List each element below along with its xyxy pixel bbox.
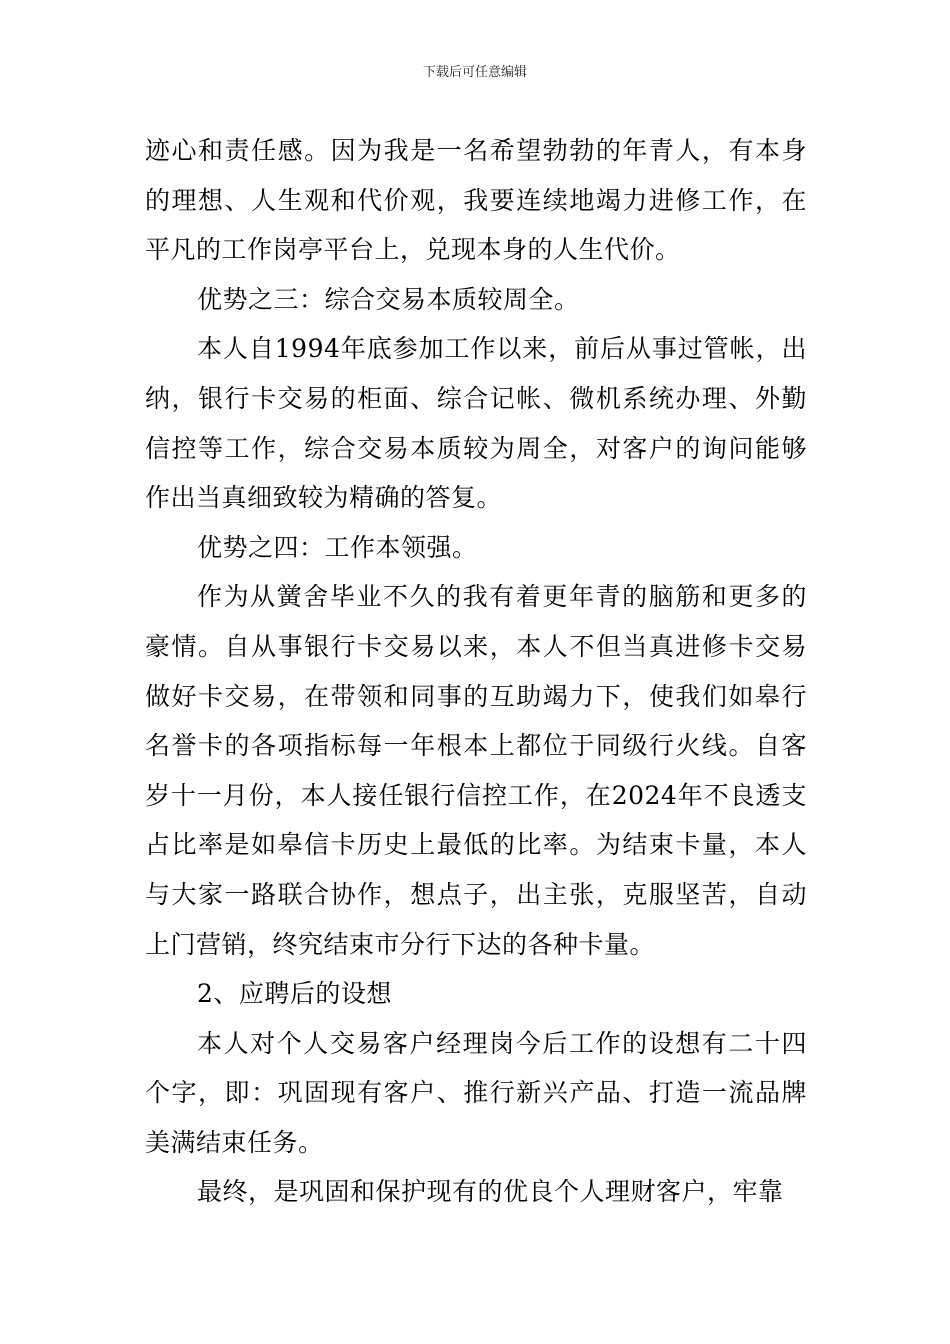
paragraph-work-history: 本人自1994年底参加工作以来，前后从事过管帐，出纳，银行卡交易的柜面、综合记帐、微机系统办理、外勤信控等工作，综合交易本质较为周全，对客户的询问能够作出当真细致较为精确的答复。 xyxy=(145,334,807,513)
paragraph-continuation: 迹心和责任感。因为我是一名希望勃勃的年青人，有本身的理想、人生观和代价观，我要连续地竭力进修工作，在平凡的工作岗亭平台上，兑现本身的人生代价。 xyxy=(145,136,807,265)
page-header: 下载后可任意编辑 xyxy=(422,65,527,80)
paragraph-plan-summary: 本人对个人交易客户经理岗今后工作的设想有二十四个字，即：巩固现有客户、推行新兴产品、打造一流品牌美满结束任务。 xyxy=(145,1028,807,1157)
paragraph-advantage-four-heading: 优势之四：工作本领强。 xyxy=(197,532,478,562)
document-body xyxy=(145,126,807,1217)
paragraph-achievements: 作为从黉舍毕业不久的我有着更年青的脑筋和更多的豪情。自从事银行卡交易以来，本人不但当真进修卡交易做好卡交易，在带领和同事的互助竭力下，使我们如皋行名誉卡的各项指标每一年根本上都位于同级行火线。自客岁十一月份，本人接任银行信控工作，在2024年不良透支占比率是如皋信卡历史上最低的比率。为结束卡量，本人与大家一路联合协作，想点子，出主张，克服坚苦，自动上门营销，终究结束市分行下达的各种卡量。 xyxy=(145,582,807,959)
paragraph-plan-first: 最终，是巩固和保护现有的优良个人理财客户，牢靠 xyxy=(197,1177,784,1207)
paragraph-section-heading: 2、应聘后的设想 xyxy=(197,979,392,1009)
paragraph-advantage-three-heading: 优势之三：综合交易本质较周全。 xyxy=(197,284,580,314)
